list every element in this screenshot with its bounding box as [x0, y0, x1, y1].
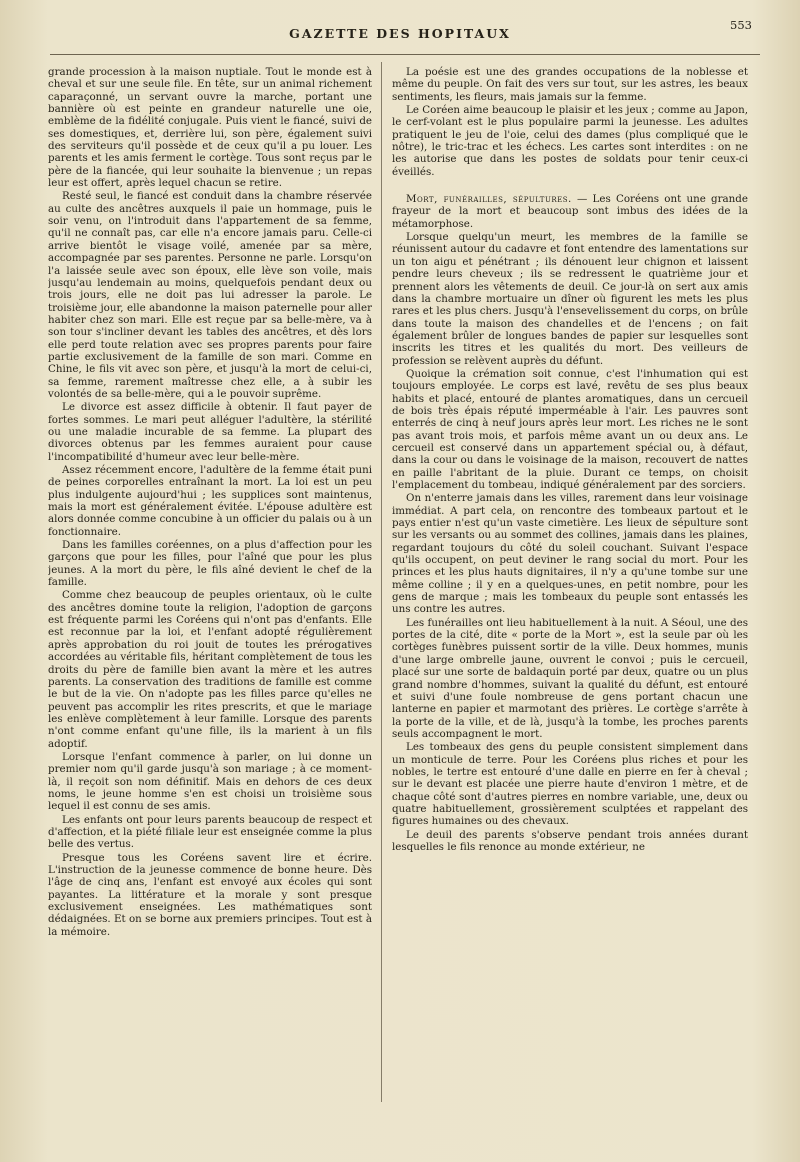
paragraph: Assez récemment encore, l'adultère de la femme était puni de peines corporelles entraînant la mort. La loi est un peu plus indulgente aujourd'hui ; les supplices sont maintenus, mais la mort est généralement évitée. L'épouse adultère est alors donnée comme concubine à un officier du palais ou à un fonctionnaire.	[48, 464, 372, 538]
page-header	[40, 14, 760, 44]
paragraph: Presque tous les Coréens savent lire et écrire. L'instruction de la jeunesse commence de bonne heure. Dès l'âge de cinq ans, l'enfant est envoyé aux écoles qui sont payantes. La littérature et la morale y sont presque exclusivement enseignées. Les mathématiques sont dédaignées. Et on se borne aux premiers principes. Tout est à la mémoire.	[48, 851, 372, 938]
section-paragraph	[392, 193, 748, 230]
paragraph: Les funérailles ont lieu habituellement à la nuit. A Séoul, une des portes de la cité, dite « porte de la Mort », est la seule par où les cortèges funèbres puissent sortir de la ville. Deux hommes, munis d'une large ombrelle jaune, ouvrent le convoi ; puis le cercueil, placé sur une sorte de baldaquin porté par deux, quatre ou un plus grand nombre d'hommes, suivant la qualité du défunt, est entouré et suivi d'une foule nombreuse de gens portant chacun une lanterne en papier et marmotant des prières. Le cortège s'arrête à la porte de la ville, et de là, jusqu'à la tombe, les proches parents seuls accompagnent le mort.	[392, 616, 748, 740]
header-rule	[50, 54, 760, 55]
paragraph: Quoique la crémation soit connue, c'est l'inhumation qui est toujours employée. Le corps est lavé, revêtu de ses plus beaux habits et placé, entouré de plantes aromatiques, dans un cercueil de bois très épais réputé imperméable à l'air. Les pauvres sont enterrés de cinq à neuf jours après leur mort. Les riches ne le sont pas avant trois mois, et parfois même avant un ou deux ans. Le cercueil est conservé dans un appartement spécial ou, à défaut, dans la cour ou dans le voisinage de la maison, recouvert de nattes en paille l'abritant de la pluie. Durant ce temps, on choisit l'emplacement du tombeau, indiqué généralement par des sorciers.	[392, 367, 748, 491]
paragraph: On n'enterre jamais dans les villes, rarement dans leur voisinage immédiat. A part cela, on rencontre des tombeaux partout et le pays entier n'est qu'un vaste cimetière. Les lieux de sépulture sont sur les versants ou au sommet des collines, jamais dans les plaines, regardant toujours du côté du soleil couchant. Suivant l'espace qu'ils occupent, on peut deviner le rang social du mort. Pour les princes et les plus hauts dignitaires, il n'y a qu'une tombe sur une même colline ; il y en a quelques-unes, en petit nombre, pour les gens de marque ; mais les tombeaux du peuple sont entassés les uns contre les autres.	[392, 492, 748, 616]
right-column	[392, 66, 748, 1122]
column-divider	[381, 62, 382, 1102]
paragraph: Les tombeaux des gens du peuple consistent simplement dans un monticule de terre. Pour les Coréens plus riches et pour les nobles, le tertre est entouré d'une dalle en pierre en fer à cheval ; sur le devant est placée une pierre haute d'environ 1 mètre, et de chaque côté sont d'autres pierres en nombre variable, une, deux ou quatre habituellement, grossièrement sculptées et rappelant des figures humaines ou des chevaux.	[392, 741, 748, 828]
paragraph: Le Coréen aime beaucoup le plaisir et les jeux ; comme au Japon, le cerf-volant est le plus populaire parmi la jeunesse. Les adultes pratiquent le jeu de l'oie, celui des dames (plus compliqué que le nôtre), le tric-trac et les échecs. Les cartes sont interdites : on ne les autorise que dans les postes de soldats pour tenir ceux-ci éveillés.	[392, 104, 748, 178]
left-column	[48, 66, 372, 1122]
paragraph: Les enfants ont pour leurs parents beaucoup de respect et d'affection, et la piété filiale leur est enseignée comme la plus belle des vertus.	[48, 813, 372, 851]
paragraph: Lorsque l'enfant commence à parler, on lui donne un premier nom qu'il garde jusqu'à son mariage ; à ce moment-là, il reçoit son nom définitif. Mais en dehors de ces deux noms, le jeune homme s'en est choisi un troisième sous lequel il est connu de ses amis.	[48, 750, 372, 813]
section-intro-text: — Les Coréens ont une grande frayeur de la mort et beaucoup sont imbus des idées de la métamorphose.	[392, 193, 748, 230]
paragraph: Comme chez beaucoup de peuples orientaux, où le culte des ancêtres domine toute la religion, l'adoption de garçons est fréquente parmi les Coréens qui n'ont pas d'enfants. Elle est reconnue par la loi, et l'enfant adopté régulièrement après approbation du roi jouit de toutes les prérogatives accordées au véritable fils, héritant complètement de tous les droits du père de famille bien avant la mère et les autres parents. La conservation des traditions de famille est comme le but de la vie. On n'adopte pas les filles parce qu'elles ne peuvent pas accomplir les rites prescrits, et que le mariage les enlève complètement à leur famille. Lorsque des parents n'ont comme enfant qu'une fille, ils la marient à un fils adoptif.	[48, 589, 372, 750]
running-title: GAZETTE DES HOPITAUX	[289, 26, 511, 41]
paragraph: Resté seul, le fiancé est conduit dans la chambre réservée au culte des ancêtres auxquels il paie un hommage, puis le soir venu, on l'introduit dans l'appartement de sa femme, qu'il ne connaît pas, car elle n'a encore jamais paru. Celle-ci arrive bientôt le visage voilé, amenée par sa mère, accompagnée par ses parentes. Personne ne parle. Lorsqu'on l'a laissée seule avec son époux, elle lève son voile, mais jusqu'au lendemain au moins, quelquefois pendant deux ou trois jours, elle ne doit pas lui adresser la parole. Le troisième jour, elle abandonne la maison paternelle pour aller habiter chez son mari. Elle est reçue par sa belle-mère, va à son tour s'incliner devant les tables des ancêtres, et dès lors elle perd toute relation avec ses propres parents pour faire partie exclusivement de la famille de son mari. Comme en Chine, le fils vit avec son père, et jusqu'à la mort de celui-ci, sa femme, rarement maîtresse chez elle, a à subir les volontés de sa belle-mère, qui a le pouvoir suprême.	[48, 190, 372, 400]
section-spacer	[392, 179, 748, 193]
paragraph: Dans les familles coréennes, on a plus d'affection pour les garçons que pour les filles, pour l'aîné que pour les plus jeunes. A la mort du père, le fils aîné devient le chef de la famille.	[48, 539, 372, 589]
section-heading: Mort, funérailles, sépultures.	[406, 193, 572, 206]
paragraph: Le divorce est assez difficile à obtenir. Il faut payer de fortes sommes. Le mari peut alléguer l'adultère, la stérilité ou une maladie incurable de sa femme. La plupart des divorces obtenus par les femmes auraient pour cause l'incompatibilité d'humeur avec leur belle-mère.	[48, 401, 372, 463]
paragraph: grande procession à la maison nuptiale. Tout le monde est à cheval et sur une seule file. En tête, sur un animal richement caparaçonné, un servant ouvre la marche, portant une bannière où est peinte en grandeur naturelle une oie, emblème de la fidélité conjugale. Puis vient le fiancé, suivi de ses domestiques, et, derrière lui, son père, également suivi des serviteurs qu'il possède et de ceux qu'il a pu louer. Les parents et les amis ferment le cortège. Tous sont reçus par le père de la fiancée, qui leur souhaite la bienvenue ; un repas leur est offert, après lequel chacun se retire.	[48, 66, 372, 190]
paragraph: Le deuil des parents s'observe pendant trois années durant lesquelles le fils renonce au monde extérieur, ne	[392, 828, 748, 853]
paragraph: La poésie est une des grandes occupations de la noblesse et même du peuple. On fait des vers sur tout, sur les astres, les beaux sentiments, les fleurs, mais jamais sur la femme.	[392, 66, 748, 103]
page-number: 553	[730, 18, 752, 32]
paragraph: Lorsque quelqu'un meurt, les membres de la famille se réunissent autour du cadavre et font entendre des lamentations sur un ton aigu et pénétrant ; ils dénouent leur chignon et laissent pendre leurs cheveux ; ils se redressent le quatrième jour et prennent alors les vêtements de deuil. Ce jour-là on sert aux amis dans la chambre mortuaire un dîner où figurent les mets les plus rares et les plus chers. Jusqu'à l'ensevelissement du corps, on brûle dans toute la maison des chandelles et de l'encens ; on fait également brûler de longues bandes de papier sur lesquelles sont inscrits les titres et les qualités du mort. Des veilleurs de profession se relèvent auprès du défunt.	[392, 231, 748, 367]
